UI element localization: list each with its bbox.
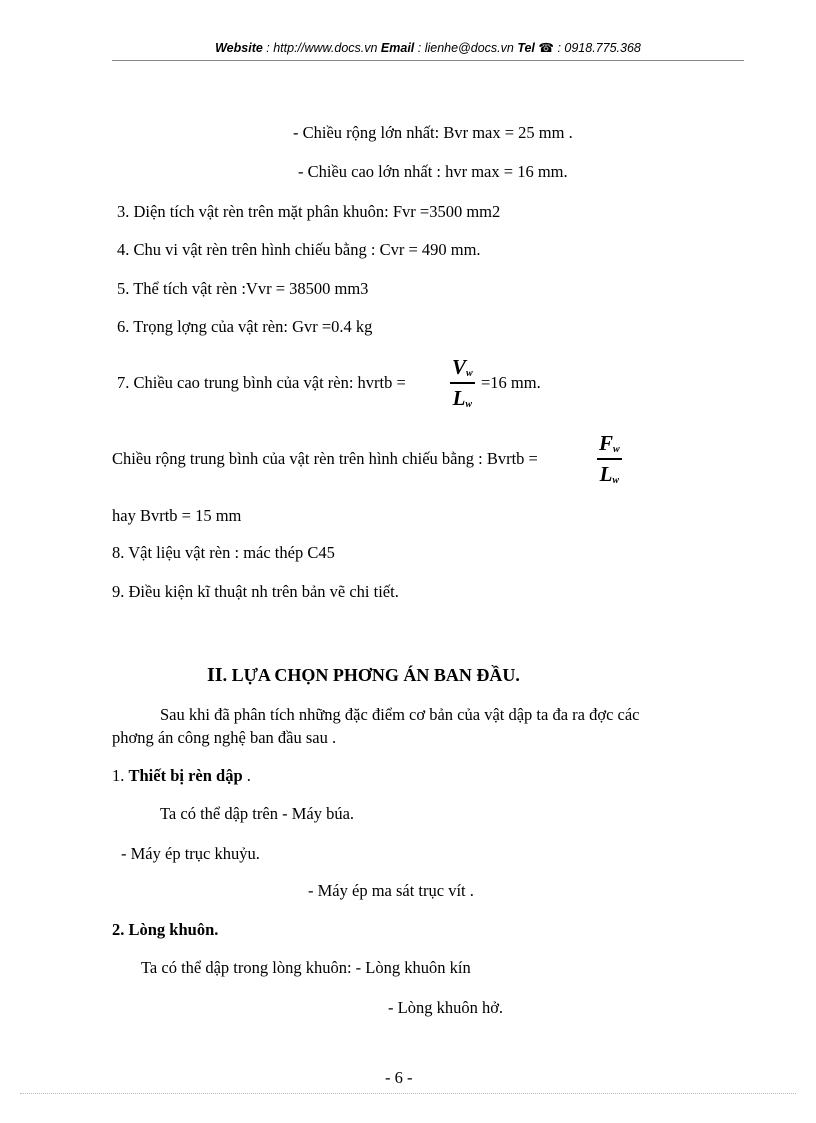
average-width-prefix: Chiều rộng trung bình của vật rèn trên hình chiếu bằng : Bvrtb = [112, 449, 538, 468]
die-line-1: Ta có thể dập trong lòng khuôn: - Lòng khuôn kín [141, 958, 471, 977]
formula-denominator: $L_w$ [452, 386, 473, 410]
average-width-result: hay Bvrtb = 15 mm [112, 506, 242, 525]
item-7-prefix: 7. Chiều cao trung bình của vật rèn: hvrtb = [117, 373, 406, 392]
tel-label: Tel [517, 41, 535, 55]
email-label: Email [380, 41, 415, 55]
formula-numerator: $F_w$ [599, 431, 620, 455]
formula-average-width [597, 433, 622, 486]
footer-divider [20, 1093, 796, 1094]
max-height-line: - Chiều cao lớn nhất : hvr max = 16 mm. [298, 162, 568, 181]
equipment-line-1: Ta có thể dập trên - Máy búa. [160, 804, 355, 823]
item-4: 4. Chu vi vật rèn trên hình chiếu bằng : Cvr = 490 mm. [117, 240, 481, 259]
subsection-1-title: Thiết bị rèn dập [128, 766, 243, 785]
phone-number: : 0918.775.368 [553, 41, 641, 55]
website-label: Website [215, 41, 263, 55]
subsection-1-number: 1. [112, 766, 129, 785]
phone-icon: ☎ [538, 41, 554, 55]
item-6: 6. Trọng lợng của vật rèn: Gvr =0.4 kg [117, 317, 373, 336]
section-heading [207, 664, 520, 687]
item-7-result: =16 mm. [481, 373, 541, 392]
item-3: 3. Diện tích vật rèn trên mặt phân khuôn: Fvr =3500 mm2 [117, 202, 501, 221]
fraction-bar [597, 458, 622, 460]
formula-denominator: $L_w$ [599, 462, 620, 486]
intro-line-1: Sau khi đã phân tích những đặc điểm cơ bản của vật dập ta đa ra đợc các [160, 705, 640, 724]
formula-numerator: $V_w$ [452, 355, 473, 379]
item-5: 5. Thể tích vật rèn :Vvr = 38500 mm3 [117, 279, 369, 298]
subsection-1-heading [112, 766, 251, 786]
max-width-line: - Chiều rộng lớn nhất: Bvr max = 25 mm . [293, 123, 573, 142]
website-url: : http://www.docs.vn [262, 41, 381, 55]
header-divider [112, 60, 744, 61]
item-8: 8. Vật liệu vật rèn : mác thép C45 [112, 543, 335, 562]
fraction-bar [450, 382, 475, 384]
page-header [112, 40, 744, 55]
page-number: - 6 - [385, 1068, 413, 1087]
equipment-line-3: - Máy ép ma sát trục vít . [308, 881, 474, 900]
die-line-2: - Lòng khuôn hở. [388, 998, 504, 1017]
section-roman-numeral: II [207, 664, 223, 686]
section-title: . LỰA CHỌN PHƠNG ÁN BAN ĐẦU. [222, 665, 520, 685]
equipment-line-2: - Máy ép trục khuỷu. [121, 844, 260, 863]
item-9: 9. Điều kiện kĩ thuật nh trên bản vẽ chi tiết. [112, 582, 399, 601]
email-address: : lienhe@docs.vn [414, 41, 518, 55]
intro-line-2: phơng án công nghệ ban đầu sau . [112, 728, 337, 747]
subsection-1-tail: . [242, 766, 251, 785]
formula-average-height [450, 357, 475, 410]
subsection-2-heading: 2. Lòng khuôn. [112, 920, 219, 939]
